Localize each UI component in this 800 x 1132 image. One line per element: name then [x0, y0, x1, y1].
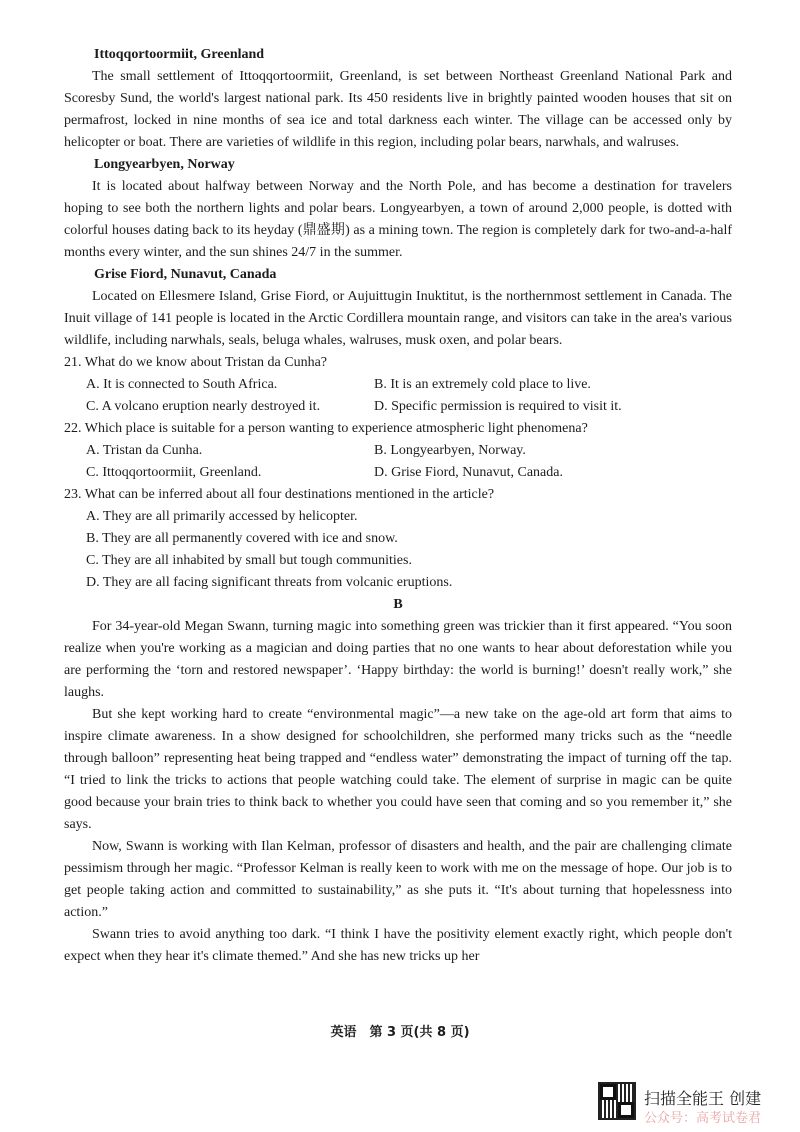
question-23: 23. What can be inferred about all four destinations mentioned in the article?: [64, 487, 495, 502]
question-21-options-row-1: [86, 374, 732, 396]
q22-option-d: D. Grise Fiord, Nunavut, Canada.: [374, 465, 563, 480]
question-21: 21. What do we know about Tristan da Cunha?: [64, 355, 327, 370]
q23-option-d: D. They are all facing significant threats from volcanic eruptions.: [86, 575, 453, 590]
scanner-label: 扫描全能王 创建: [644, 1089, 762, 1108]
paragraph-longyearbyen: It is located about halfway between Norway and the North Pole, and has become a destination for travelers hoping to see both the northern lights and polar bears. Longyearbyen, a town of around 2,000 people, is dotted with colorful houses dating back to its heyday (鼎盛期) as a mining town. The region is completely dark for two-and-a-half months every winter, and the sun shines 24/7 in the summer.: [64, 179, 732, 260]
section-b-label: B: [393, 597, 403, 612]
q21-option-b: B. It is an extremely cold place to live.: [374, 377, 591, 392]
q21-option-a: A. It is connected to South Africa.: [86, 377, 278, 392]
watermark-text: 公众号：高考试卷君: [644, 1111, 762, 1126]
qr-code-icon: [598, 1082, 636, 1120]
heading-grise-fiord: Grise Fiord, Nunavut, Canada: [94, 267, 277, 282]
page-footer: 英语 第 3 页(共 8 页): [330, 1025, 470, 1040]
q23-option-c: C. They are all inhabited by small but tough communities.: [86, 553, 412, 568]
question-22-options-row-1: [86, 440, 732, 462]
q23-option-b: B. They are all permanently covered with ice and snow.: [86, 531, 398, 546]
section-b-paragraph-1: For 34-year-old Megan Swann, turning magic into something green was trickier than it first appeared. “You soon realize when you're working as a magician and doing parties that no one wants to hear about deforestation while you are performing the ‘torn and restored newspaper’. ‘Happy birthday: the world is burning!’ doesn't really work,” she laughs.: [64, 619, 732, 700]
heading-ittoqqortoormiit: Ittoqqortoormiit, Greenland: [94, 47, 265, 62]
section-b-paragraph-2: But she kept working hard to create “environmental magic”—a new take on the age-old art form that aims to inspire climate awareness. In a show designed for schoolchildren, she performed many tricks such as the “needle through balloon” representing heat being trapped and “endless water” demonstrating the impact of turning off the tap. “I tried to link the tricks to actions that people watching could take. The element of surprise in magic can be quite good because your brain tries to think back to whether you could have seen that coming and so you remember it,” she says.: [64, 707, 732, 832]
q21-option-c: C. A volcano eruption nearly destroyed it.: [86, 399, 321, 414]
question-21-options-row-2: [86, 396, 732, 418]
heading-longyearbyen: Longyearbyen, Norway: [94, 157, 235, 172]
q22-option-b: B. Longyearbyen, Norway.: [374, 443, 526, 458]
section-b-paragraph-3: Now, Swann is working with Ilan Kelman, professor of disasters and health, and the pair are challenging climate pessimism through her magic. “Professor Kelman is really keen to work with me on the message of hope. Our job is to get people taking action and committed to sustainability,” as she puts it. “It's about turning that hopelessness into action.”: [64, 839, 732, 920]
question-22-options-row-2: [86, 462, 732, 484]
paragraph-ittoqqortoormiit: The small settlement of Ittoqqortoormiit, Greenland, is set between Northeast Greenland National Park and Scoresby Sund, the world's largest national park. Its 450 residents live in brightly painted wooden houses that sit on permafrost, locked in nine months of sea ice and total darkness each winter. The village can be accessed only by helicopter or boat. There are varieties of wildlife in this region, including polar bears, narwhals, and walruses.: [64, 69, 732, 150]
exam-page: [64, 44, 732, 968]
q23-option-a: A. They are all primarily accessed by helicopter.: [86, 509, 358, 524]
question-22: 22. Which place is suitable for a person wanting to experience atmospheric light phenomena?: [64, 421, 588, 436]
section-b-paragraph-4: Swann tries to avoid anything too dark. “I think I have the positivity element exactly right, which people don't expect when they hear it's climate themed.” And she has new tricks up her: [64, 927, 732, 964]
q22-option-c: C. Ittoqqortoormiit, Greenland.: [86, 465, 262, 480]
scanner-stamp: [598, 1076, 793, 1128]
paragraph-grise-fiord: Located on Ellesmere Island, Grise Fiord, or Aujuittugin Inuktitut, is the northernmost settlement in Canada. The Inuit village of 141 people is located in the Arctic Cordillera mountain range, and visitors can take in the area's various wildlife, including narwhals, seals, beluga whales, walruses, musk oxen, and polar bears.: [64, 289, 732, 348]
q21-option-d: D. Specific permission is required to visit it.: [374, 399, 622, 414]
q22-option-a: A. Tristan da Cunha.: [86, 443, 203, 458]
